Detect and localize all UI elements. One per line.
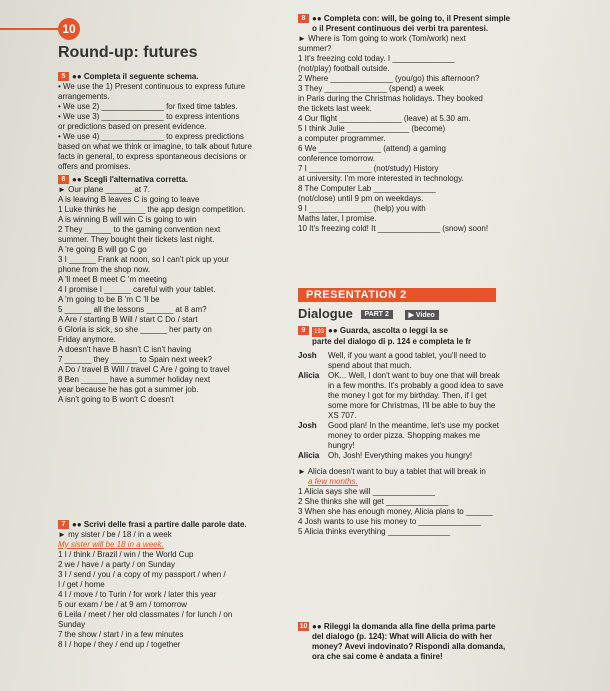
exercise-8-line: summer? [298,44,332,53]
exercise-8-line: 4 Our flight ______________ (leave) at 5.30 am. [298,114,471,123]
exercise-8-title: ●● Completa con: will, be going to, il Present simple [312,14,511,23]
dialogue-line: in a few months. It's probably a good idea to save [328,381,504,390]
exercise-6-line: summer. They bought their tickets last night. [58,235,215,244]
exercise-7-example-answer: My sister will be 18 in a week. [58,540,164,549]
exercise-5-title: ●● Completa il seguente schema. [72,72,199,81]
exercise-6-line: A Are / starting B Will / start C Do / start [58,315,198,324]
exercise-9-number: 9 [298,326,309,335]
exercise-8-line: ► Where is Tom going to work (Tom/work) next [298,34,466,43]
exercise-7-line: 4 I / move / to Turin / for work / later this year [58,590,217,599]
exercise-9-example-answer: a few months. [308,477,358,486]
exercise-6-line: A isn't going to B won't C doesn't [58,395,174,404]
exercise-8-line: the tickets last week. [298,104,372,113]
exercise-7 [58,520,288,650]
exercise-8-line: (not/close) until 9 pm on weekdays. [298,194,424,203]
exercise-8-line: Maths later, I promise. [298,214,377,223]
page-number: 10 [58,18,80,40]
exercise-8-line: conference tomorrow. [298,154,375,163]
dialogue-line: some more for Christmas, I'll be able to buy the [328,401,496,410]
exercise-6-line: 8 Ben ______ have a summer holiday next [58,375,211,384]
exercise-9-item: 5 Alicia thinks everything ______________ [298,527,451,536]
exercise-8-line: 7 I ______________ (not/study) History [298,164,439,173]
exercise-10-line: del dialogo (p. 124): What will Alicia do with her [312,632,493,641]
exercise-8 [298,14,598,234]
exercise-7-number: 7 [58,520,69,529]
exercise-10-line: ora che sai come è andata a finire! [312,652,443,661]
speaker-name: Alicia [298,451,320,460]
dialogue-line: the money I got for my birthday. Then, if I get [328,391,487,400]
exercise-8-line: (not/play) football outside. [298,64,390,73]
dialogue-title: Dialogue [298,306,353,321]
exercise-6-line: 6 Gloria is sick, so she ______ her party on [58,325,212,334]
play-icon: ▶ [408,311,416,319]
exercise-8-number: 8 [298,14,309,23]
speaker-name: Josh [298,351,317,360]
video-badge[interactable] [405,310,439,320]
audio-track-badge: 193 [314,329,325,335]
exercise-6-line: A doesn't have B hasn't C isn't having [58,345,192,354]
exercise-5-line: offers and promises. [58,162,131,171]
exercise-6-line: year because he has got a summer job. [58,385,199,394]
exercise-6-line: A 're going B will go C go [58,245,147,254]
exercise-10 [298,622,598,662]
exercise-5-line: • We use the 1) Present continuous to express future [58,82,246,91]
dialogue-line: money to order pizza. Shopping makes me [328,431,481,440]
exercise-7-line: I / get / home [58,580,105,589]
exercise-5-line: based on what we think or imagine, to talk about future [58,142,252,151]
exercise-7-line: 3 I / send / you / a copy of my passport / when / [58,570,226,579]
exercise-7-line: 8 I / hope / they / end up / together [58,640,181,649]
exercise-7-line: ► my sister / be / 18 / in a week [58,530,172,539]
exercise-5-line: • We use 3) ______________ to express intentions [58,112,240,121]
exercise-6 [58,175,288,405]
exercise-9-item: 1 Alicia says she will ______________ [298,487,435,496]
exercise-6-line: 1 Luke thinks he ______ the app design competition. [58,205,246,214]
exercise-6-title: ●● Scegli l'alternativa corretta. [72,175,189,184]
dialogue-heading [298,306,439,321]
dialogue-line: OK... Well, I don't want to buy one that will break [328,371,500,380]
exercise-8-line: a computer programmer. [298,134,386,143]
exercise-7-line: Sunday [58,620,86,629]
exercise-8-line: 3 They ______________ (spend) a week [298,84,444,93]
dialogue-line: spend about that much. [328,361,412,370]
dialogue-line: Good plan! In the meantime, let's use my pocket [328,421,499,430]
exercise-8-line: 8 The Computer Lab ______________ [298,184,436,193]
exercise-7-line: 5 our exam / be / at 9 am / tomorrow [58,600,187,609]
speaker-name: Josh [298,421,317,430]
exercise-8-line: 5 I think Julie ______________ (become) [298,124,446,133]
exercise-9 [298,326,598,537]
exercise-8-line: in Paris during the Christmas holidays. They booked [298,94,483,103]
exercise-8-line: at university. I'm more interested in technology. [298,174,464,183]
exercise-9-title-2: parte del dialogo di p. 124 e completa le fr [312,337,472,346]
exercise-6-line: 7 ______ they ______ to Spain next week? [58,355,212,364]
page-title: Round-up: futures [58,44,198,61]
exercise-5-line: facts in general, to express spontaneous decisions or [58,152,247,161]
exercise-8-line: 6 We ______________ (attend) a gaming [298,144,446,153]
exercise-6-line: A is leaving B leaves C is going to leave [58,195,200,204]
exercise-6-number: 6 [58,175,69,184]
exercise-8-line: 10 It's freezing cold! It ______________ (snow) soon! [298,224,489,233]
exercise-6-line: 2 They ______ to the gaming convention next [58,225,221,234]
page-number-line [0,28,58,30]
exercise-6-line: ► Our plane ______ at 7. [58,185,150,194]
exercise-8-line: 9 I ______________ (help) you with [298,204,426,213]
exercise-7-line: 6 Leila / meet / her old classmates / for lunch / on [58,610,233,619]
exercise-5-line: • We use 4) ______________ to express predictions [58,132,244,141]
part-badge: PART 2 [361,310,393,319]
dialogue-line: hungry! [328,441,355,450]
exercise-6-line: phone from the shop now. [58,265,151,274]
exercise-5-line: • We use 2) ______________ for fixed time tables. [58,102,238,111]
exercise-9-item: ► Alicia doesn't want to buy a tablet that will break in [298,467,486,476]
exercise-5-line: or predictions based on present evidence. [58,122,207,131]
exercise-8-line: 2 Where ______________ (you/go) this afternoon? [298,74,480,83]
exercise-6-line: 5 ______ all the lessons ______ at 8 am? [58,305,207,314]
exercise-8-title-2: o il Present continuous dei verbi tra parentesi. [312,24,489,33]
exercise-10-title: ●● Rileggi la domanda alla fine della prima parte [312,622,496,631]
dialogue-line: Well, if you want a good tablet, you'll need to [328,351,486,360]
exercise-9-item: 2 She thinks she will get ______________ [298,497,449,506]
exercise-7-line: 7 the show / start / in a few minutes [58,630,184,639]
exercise-7-line: 1 I / think / Brazil / win / the World Cup [58,550,194,559]
dialogue-line: XS 707. [328,411,357,420]
exercise-7-line: 2 we / have / a party / on Sunday [58,560,175,569]
exercise-5-number: 5 [58,72,69,81]
exercise-9-title: ●● Guarda, ascolta o leggi la se [328,326,448,335]
dialogue-line: Oh, Josh! Everything makes you hungry! [328,451,473,460]
exercise-10-number: 10 [299,623,308,631]
exercise-6-line: Friday anymore. [58,335,116,344]
exercise-6-line: 4 I promise I ______ careful with your tablet. [58,285,216,294]
exercise-9-item: 4 Josh wants to use his money to ______________ [298,517,481,526]
exercise-6-line: A is winning B will win C is going to win [58,215,197,224]
exercise-9-item: 3 When she has enough money, Alicia plans to ______ [298,507,493,516]
exercise-6-line: A Do / travel B Will / travel C Are / going to travel [58,365,230,374]
exercise-5 [58,72,288,172]
exercise-6-line: A 'm going to be B 'm C 'll be [58,295,160,304]
presentation-banner: PRESENTATION 2 [298,288,496,302]
exercise-10-line: money? Avevi indovinato? Rispondi alla domanda, [312,642,506,651]
exercise-6-line: A 'll meet B meet C 'm meeting [58,275,167,284]
exercise-8-line: 1 It's freezing cold today. I ______________ [298,54,455,63]
video-label: Video [415,311,435,319]
exercise-5-line: arrangements. [58,92,110,101]
exercise-7-title: ●● Scrivi delle frasi a partire dalle parole date. [72,520,247,529]
speaker-name: Alicia [298,371,320,380]
exercise-6-line: 3 I ______ Frank at noon, so I can't pick up your [58,255,229,264]
